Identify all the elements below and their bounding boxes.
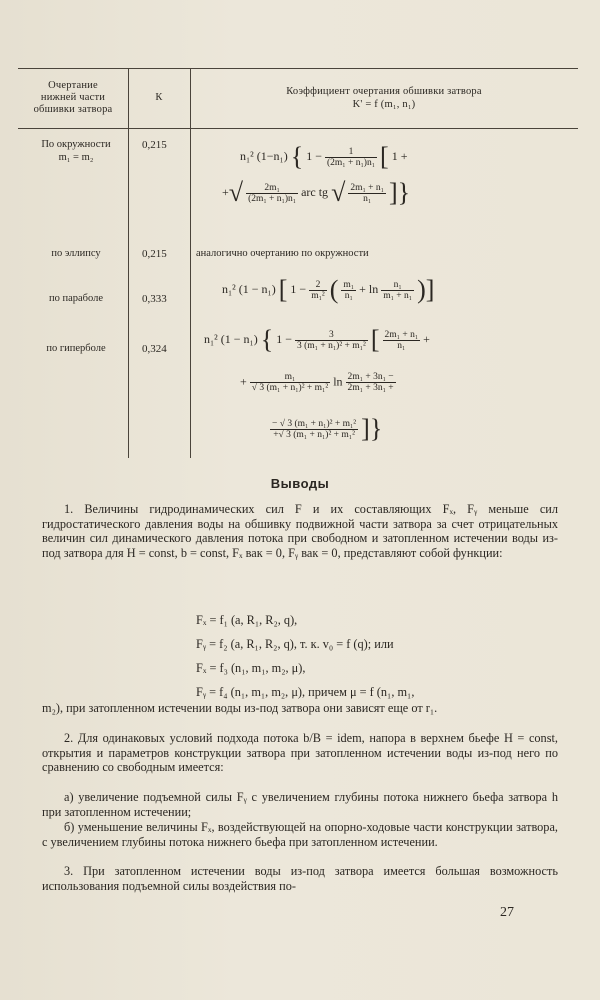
formula-parab-f3 bbox=[381, 280, 414, 301]
formula-hyperbola-line1 bbox=[204, 325, 430, 355]
frac-den: m₁ + n₁ bbox=[383, 290, 413, 301]
brace-open: { bbox=[260, 325, 274, 354]
frac-den: (2m₁ + n₁)n₁ bbox=[248, 193, 297, 204]
formula-hyp-l2-plus: + bbox=[240, 374, 247, 389]
formula-circle-bracket: 1 + bbox=[391, 148, 408, 163]
frac-num: n₁ bbox=[381, 280, 414, 291]
paragraph-1: 1. Величины гидродинамических сил F и их составляющих Fₓ, Fᵧ меньше сил гидростатического давления воды на обшивку подвижной части затвора за счет отрицательных величин сил динамического давления потока при свободном и затопленном истечении воды из-под затвора для H = const, b = const, Fₓ вак = 0, Fᵧ вак = 0, представляют собой функции: bbox=[42, 502, 558, 560]
formula-circle-line2: +√ $\frac{\text{2m₁}}{\text{(2m₁ + n₁)n₁}}$ arc tg √ $\frac{\text{2m₁ + n₁}}{\text{n₁}}$ ]} bbox=[222, 178, 411, 207]
frac-num: 3 bbox=[295, 330, 368, 341]
formula-hyp-f3 bbox=[250, 372, 330, 393]
frac-den: +√ 3 (m₁ + n₁)² + m₁² bbox=[273, 429, 355, 440]
formula-hyperbola-line3 bbox=[270, 414, 382, 444]
frac-den: n₁ bbox=[397, 340, 406, 351]
formula-hyp-a: n₁² (1 − n₁) bbox=[204, 331, 258, 346]
frac-num: 2 bbox=[309, 280, 327, 291]
formula-hyp-f4 bbox=[346, 372, 396, 393]
formula-parab-ln: + ln bbox=[359, 281, 379, 296]
page-number: 27 bbox=[500, 905, 514, 920]
formula-parabola bbox=[222, 275, 434, 305]
formula-circle-sqrt1 bbox=[246, 183, 298, 204]
bracket-open: [ bbox=[370, 325, 380, 354]
paragraph-3: 3. При затопленном истечении воды из-под затвора имеется большая возможность использования подъемной силы воздействия по- bbox=[42, 864, 558, 893]
bracket-close: )] bbox=[417, 275, 435, 304]
frac-num: 2m₁ + 3n₁ − bbox=[347, 372, 394, 382]
row-circle-shape-cond: m₁ = m₂ bbox=[58, 152, 94, 163]
formula-parab-one: 1 − bbox=[290, 281, 307, 296]
frac-num: 2m₁ bbox=[246, 183, 298, 194]
formula-hyp-ln: ln bbox=[333, 374, 343, 389]
sqrt-icon: √ bbox=[228, 178, 244, 207]
table-top-rule bbox=[18, 68, 578, 69]
row-hyperbola-k: 0,324 bbox=[142, 343, 167, 355]
frac-den: 3 (m₁ + n₁)² + m₁² bbox=[297, 340, 366, 351]
row-parabola-shape: по параболе bbox=[48, 293, 104, 304]
frac-num: m₁ bbox=[343, 279, 355, 290]
row-hyperbola-shape: по гиперболе bbox=[46, 343, 106, 354]
equation-1: Fₓ = f₁ (a, R₁, R₂, q), bbox=[196, 613, 298, 627]
sqrt-icon: √ bbox=[331, 178, 346, 207]
frac-den: √ 3 (m₁ + n₁)² + m₁² bbox=[251, 383, 329, 393]
frac-den: n₁ bbox=[363, 193, 372, 204]
paragraph-1-end: m₂), при затопленном истечении воды из-под затвора они зависят еще от r₁. bbox=[42, 701, 438, 715]
formula-hyperbola-line2 bbox=[240, 372, 396, 393]
brace-open: { bbox=[290, 142, 304, 171]
formula-hyp-f1 bbox=[295, 330, 368, 351]
formula-parab-f2 bbox=[341, 280, 356, 301]
formula-circle-a: n₁² (1−n₁) bbox=[240, 148, 288, 163]
row-ellipse-note: аналогично очертанию по окружности bbox=[196, 248, 369, 259]
bracket-close: ]} bbox=[388, 178, 411, 207]
row-ellipse-shape: по эллипсу bbox=[51, 248, 101, 259]
frac-den: 2m₁ + 3n₁ + bbox=[347, 383, 394, 393]
formula-circle-line1 bbox=[240, 142, 407, 172]
formula-hyp-f2 bbox=[383, 330, 421, 351]
frac-den: (2m₁ + n₁)n₁ bbox=[327, 157, 376, 168]
table-col-divider-1 bbox=[128, 68, 129, 458]
equation-4: Fᵧ = f₄ (n₁, m₁, m₂, μ), причем μ = f (n₁, m₁, bbox=[196, 685, 415, 699]
header-k: К bbox=[155, 92, 163, 103]
formula-hyp-plus: + bbox=[423, 331, 430, 346]
frac-num: 2m₁ + n₁ bbox=[350, 182, 384, 193]
row-circle-shape: По окружности bbox=[41, 139, 111, 150]
frac-num: 1 bbox=[325, 147, 377, 158]
formula-circle-sqrt2 bbox=[348, 183, 386, 204]
equation-2: Fᵧ = f₂ (a, R₁, R₂, q), т. к. v₀ = f (q); или bbox=[196, 637, 394, 651]
formula-hyp-f5 bbox=[270, 419, 358, 440]
paragraph-2a: а) увеличение подъемной силы Fᵧ с увеличением глубины потока нижнего бьефа затвора h при затопленном истечении; bbox=[42, 790, 558, 819]
row-parabola-k: 0,333 bbox=[142, 293, 167, 305]
paragraph-2b: б) уменьшение величины Fₓ, воздействующей на опорно-ходовые части конструкции затвора, с увеличением глубины потока нижнего бьефа при затопленном истечении. bbox=[42, 820, 558, 849]
table-header-rule bbox=[18, 128, 578, 129]
formula-hyp-one: 1 − bbox=[276, 331, 292, 346]
bracket-open: [ bbox=[380, 142, 389, 171]
frac-den: n₁ bbox=[344, 290, 353, 301]
formula-parab-f1 bbox=[309, 280, 327, 301]
equation-3: Fₓ = f₃ (n₁, m₁, m₂, μ), bbox=[196, 661, 306, 675]
header-coef-line2: K' = f (m₁, n₁) bbox=[352, 99, 416, 110]
row-circle-k: 0,215 bbox=[142, 139, 167, 151]
bracket-open: [ bbox=[278, 275, 288, 304]
formula-circle-arctg: arc tg bbox=[301, 184, 329, 199]
header-shape: Очертание нижней части обшивки затвора bbox=[33, 80, 113, 115]
section-title: Выводы bbox=[270, 476, 330, 491]
formula-parab-a: n₁² (1 − n₁) bbox=[222, 281, 276, 296]
formula-circle-frac bbox=[325, 147, 377, 168]
frac-den: m₁² bbox=[311, 290, 325, 301]
frac-num: − √ 3 (m₁ + n₁)² + m₁² bbox=[272, 418, 357, 429]
frac-num: m₁ bbox=[250, 372, 330, 383]
paren-open: ( bbox=[329, 275, 339, 304]
bracket-close: ]} bbox=[361, 414, 383, 443]
header-coef-line1: Коэффициент очертания обшивки затвора bbox=[286, 86, 482, 97]
row-ellipse-k: 0,215 bbox=[142, 248, 167, 260]
table-col-divider-2 bbox=[190, 68, 191, 458]
paragraph-2: 2. Для одинаковых условий подхода потока b/B = idem, напора в верхнем бьефе H = const, открытия и параметров конструкции затвора при затопленном истечении воды из-под него по сравнению со свободным имеется: bbox=[42, 731, 558, 775]
frac-num: 2m₁ + n₁ bbox=[384, 329, 419, 340]
formula-circle-one: 1 − bbox=[306, 148, 322, 163]
